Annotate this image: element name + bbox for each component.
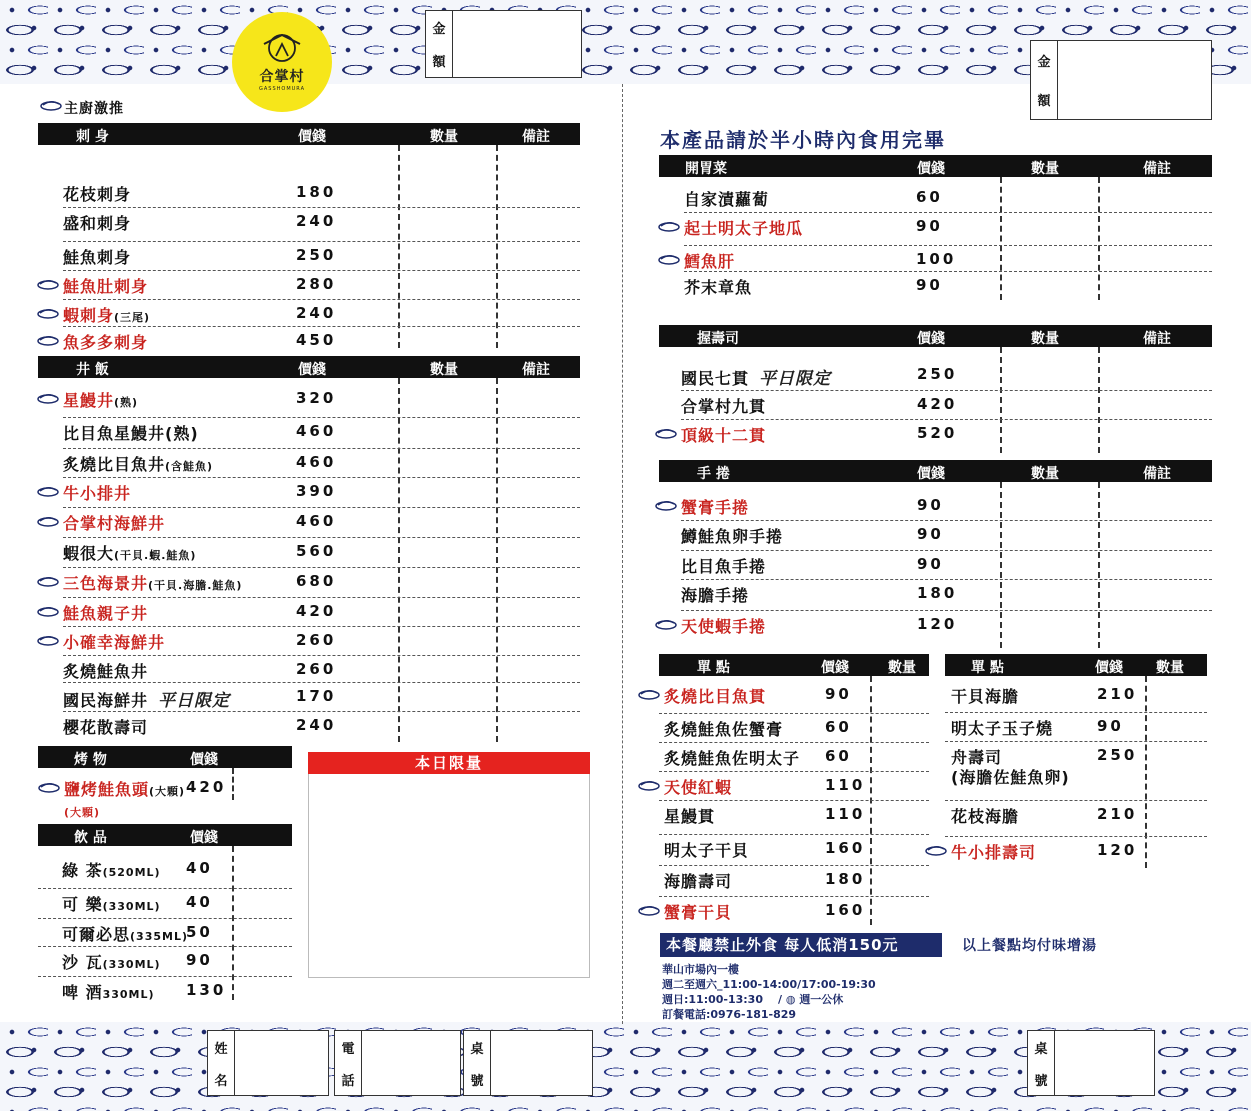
sashimi-item-name: 花枝刺身: [63, 185, 132, 204]
single_a-item-price: 110: [825, 776, 866, 794]
weekday-limited-tag: 平日限定: [158, 691, 231, 711]
single_a-header-col: 單 點: [697, 660, 730, 676]
sashimi-item-name: 蝦刺身(三尾): [63, 306, 151, 325]
logo: [232, 12, 332, 112]
donburi-item-price: 390: [296, 482, 337, 500]
single_a-item-name: 星鰻貫: [664, 807, 716, 826]
donburi-item-price: 260: [296, 631, 337, 649]
single_a-item-name: 炙燒比目魚貫: [664, 687, 767, 706]
appetizer-item-name: 鱈魚肝: [684, 252, 736, 271]
table-number-field-right[interactable]: 桌 號: [1027, 1030, 1155, 1096]
info-hours-sunday: 週日:11:00-13:30: [662, 993, 763, 1006]
row-divider: [681, 610, 1212, 611]
single_a-item-name: 炙燒鮭魚佐蟹膏: [664, 720, 784, 739]
info-phone: 訂餐電話:0976-181-829: [662, 1008, 797, 1021]
column-divider: [232, 768, 234, 800]
donburi-item-name: 蝦很大(干貝.蝦.鮭魚): [63, 544, 197, 563]
column-divider: [1098, 177, 1100, 300]
sushi-icon: ◍: [785, 993, 796, 1006]
item-note: (大顆): [149, 785, 186, 798]
nigiri-header-col: 握壽司: [697, 331, 739, 347]
daily-limited-box[interactable]: [308, 752, 590, 978]
single_a-item-name: 海膽壽司: [664, 872, 733, 891]
row-divider: [63, 299, 580, 300]
handroll-item-name: 海膽手捲: [681, 586, 750, 605]
drinks-item-price: 130: [186, 981, 227, 999]
table-number-field[interactable]: 桌 號: [463, 1030, 593, 1096]
row-divider: [38, 888, 292, 889]
row-divider: [63, 448, 580, 449]
row-divider: [659, 896, 929, 897]
handroll-header-col: 手 捲: [697, 466, 730, 482]
column-divider: [1000, 347, 1002, 453]
handroll-item-price: 180: [917, 584, 958, 602]
row-divider: [63, 682, 580, 683]
donburi-item-name: 合掌村海鮮井: [63, 514, 166, 533]
single_b-header-col: 價錢: [1095, 660, 1123, 676]
donburi-item-name: 牛小排井: [63, 484, 132, 503]
donburi-item-price: 420: [296, 602, 337, 620]
item-note: (熟): [114, 396, 139, 409]
appetizer-item-price: 60: [916, 188, 943, 206]
appetizer-item-price: 90: [916, 217, 943, 235]
donburi-item-price: 170: [296, 687, 337, 705]
sushi-recommend-icon: [37, 392, 59, 404]
single_a-item-name: 明太子干貝: [664, 841, 750, 860]
donburi-header-col: 數量: [430, 362, 458, 378]
drinks-item-name: 沙 瓦(330ML): [62, 953, 161, 972]
notice-banner: 本餐廳禁止外食 每人低消150元: [660, 933, 942, 957]
drinks-item-price: 90: [186, 951, 213, 969]
single_a-item-price: 90: [825, 685, 852, 703]
amount-box-right[interactable]: 金 額: [1030, 40, 1212, 120]
appetizer-item-name: 起士明太子地瓜: [684, 219, 804, 238]
donburi-item-name: 國民海鮮井 平日限定: [63, 691, 231, 711]
sushi-recommend-icon: [37, 575, 59, 587]
nigiri-item-price: 520: [917, 424, 958, 442]
donburi-item-name: 比目魚星鰻井(熟): [63, 424, 199, 443]
row-divider: [63, 567, 580, 568]
handroll-item-price: 90: [917, 496, 944, 514]
row-divider: [681, 520, 1212, 521]
phone-field[interactable]: 電 話: [334, 1030, 461, 1096]
grilled-header: [38, 746, 292, 768]
sashimi-header-col: 刺 身: [76, 129, 109, 145]
row-divider: [945, 741, 1207, 742]
sushi-recommend-icon: [638, 779, 660, 791]
single_a-item-name: 炙燒鮭魚佐明太子: [664, 749, 801, 768]
row-divider: [63, 207, 580, 208]
row-divider: [63, 711, 580, 712]
row-divider: [38, 918, 292, 919]
column-divider: [1000, 177, 1002, 300]
handroll-item-name: 天使蝦手捲: [681, 617, 767, 636]
drinks-header-col: 價錢: [190, 830, 218, 846]
donburi-item-name: 炙燒鮭魚井: [63, 662, 149, 681]
sushi-icon: [40, 99, 62, 111]
row-divider: [681, 419, 1212, 420]
grilled-header-col: 烤 物: [74, 752, 107, 768]
single_a-header-col: 數量: [888, 660, 916, 676]
sushi-recommend-icon: [37, 334, 59, 346]
sushi-recommend-icon: [655, 499, 677, 511]
single_b-item-price: 120: [1097, 841, 1138, 859]
sashimi-header-col: 價錢: [298, 129, 326, 145]
row-divider: [684, 271, 1212, 272]
sushi-recommend-icon: [38, 781, 60, 793]
right-title: 本產品請於半小時內食用完畢: [660, 128, 946, 152]
logo-sub: GASSHOMURA: [258, 86, 305, 92]
row-divider: [684, 212, 1212, 213]
sashimi-item-price: 280: [296, 275, 337, 293]
sashimi-item-price: 250: [296, 246, 337, 264]
appetizer-item-name: 自家漬蘿蔔: [684, 190, 770, 209]
row-divider: [681, 390, 1212, 391]
row-divider: [63, 597, 580, 598]
chef-recommend-label: 主廚激推: [64, 101, 124, 117]
drinks-item-price: 50: [186, 923, 213, 941]
donburi-header: [38, 356, 580, 378]
drinks-header: [38, 824, 292, 846]
single_b-header-col: 單 點: [971, 660, 1004, 676]
sushi-recommend-icon: [37, 634, 59, 646]
row-divider: [684, 245, 1212, 246]
row-divider: [63, 241, 580, 242]
column-divider: [1098, 347, 1100, 453]
appetizer-item-name: 芥末章魚: [684, 278, 753, 297]
column-divider: [398, 145, 400, 348]
appetizer-header-col: 數量: [1031, 161, 1059, 177]
single_b-item-name: 明太子玉子燒: [951, 719, 1054, 738]
appetizer-header: [659, 155, 1212, 177]
column-divider: [496, 378, 498, 742]
single_b-item-price: 250: [1097, 746, 1138, 764]
row-divider: [945, 836, 1207, 837]
nigiri-item-name: 合掌村九貫: [681, 397, 767, 416]
sashimi-item-price: 180: [296, 183, 337, 201]
donburi-header-col: 備註: [522, 362, 550, 378]
donburi-item-price: 680: [296, 572, 337, 590]
single_a-item-price: 180: [825, 870, 866, 888]
grilled-item-name: 鹽烤鮭魚頭(大顆): [64, 780, 186, 799]
column-divider: [1000, 482, 1002, 648]
sashimi-item-name: 鮭魚肚刺身: [63, 277, 149, 296]
row-divider: [63, 270, 580, 271]
item-note: (335ML): [130, 930, 188, 943]
handroll-item-name: 鱒鮭魚卵手捲: [681, 527, 784, 546]
nigiri-header: [659, 325, 1212, 347]
grilled-header-col: 價錢: [190, 752, 218, 768]
sashimi-item-name: 盛和刺身: [63, 214, 132, 233]
name-field[interactable]: 姓 名: [207, 1030, 329, 1096]
sushi-recommend-icon: [638, 904, 660, 916]
row-divider: [63, 507, 580, 508]
nigiri-item-name: 頂級十二貫: [681, 426, 767, 445]
appetizer-item-price: 90: [916, 276, 943, 294]
row-divider: [63, 537, 580, 538]
handroll-item-name: 比目魚手捲: [681, 557, 767, 576]
nigiri-header-col: 備註: [1143, 331, 1171, 347]
column-divider: [1145, 676, 1147, 868]
single_b-item-name: 舟壽司: [951, 748, 1003, 767]
single_b-item-name: 花枝海膽: [951, 807, 1020, 826]
row-divider: [63, 326, 580, 327]
row-divider: [681, 579, 1212, 580]
drinks-item-name: 啤 酒330ML): [62, 983, 155, 1002]
appetizer-item-price: 100: [916, 250, 957, 268]
single_a-item-name: 天使紅蝦: [664, 778, 733, 797]
donburi-item-name: 櫻花散壽司: [63, 718, 149, 737]
row-divider: [659, 800, 929, 801]
sushi-recommend-icon: [37, 307, 59, 319]
drinks-item-name: 可爾必思(335ML): [62, 925, 188, 944]
item-note: (干貝.蝦.鮭魚): [114, 549, 197, 562]
item-note: (330ML): [102, 958, 161, 971]
item-note: (520ML): [102, 866, 161, 879]
row-divider: [681, 550, 1212, 551]
handroll-item-price: 90: [917, 555, 944, 573]
sushi-recommend-icon: [37, 605, 59, 617]
donburi-item-price: 460: [296, 453, 337, 471]
logo-name: 合掌村: [259, 69, 305, 85]
single_a-item-price: 60: [825, 718, 852, 736]
row-divider: [63, 626, 580, 627]
info-hours-weekday: 週二至週六_11:00-14:00/17:00-19:30: [662, 978, 876, 991]
row-divider: [38, 976, 292, 977]
sushi-recommend-icon: [655, 618, 677, 630]
sashimi-item-price: 240: [296, 212, 337, 230]
item-note: (三尾): [114, 311, 151, 324]
nigiri-header-col: 價錢: [917, 331, 945, 347]
item-note: (330ML): [102, 900, 161, 913]
single_a-item-price: 60: [825, 747, 852, 765]
row-divider: [63, 477, 580, 478]
nigiri-item-price: 420: [917, 395, 958, 413]
sashimi-item-name: 鮭魚刺身: [63, 248, 132, 267]
column-divider: [1098, 482, 1100, 648]
handroll-header: [659, 460, 1212, 482]
single_a-item-price: 160: [825, 901, 866, 919]
amount-box-left[interactable]: 金 額: [425, 10, 582, 78]
row-divider: [63, 417, 580, 418]
sushi-recommend-icon: [658, 253, 680, 265]
info-address: 華山市場內一樓: [662, 963, 739, 976]
donburi-item-name: 炙燒比目魚井(含鮭魚): [63, 455, 214, 474]
item-note: (干貝.海膽.鮭魚): [148, 579, 243, 592]
row-divider: [659, 771, 929, 772]
daily-limited-title: 本日限量: [308, 752, 590, 774]
row-divider: [659, 865, 929, 866]
single_a-header: [659, 654, 929, 676]
single_b-item-price: 90: [1097, 717, 1124, 735]
drinks-item-name: 可 樂(330ML): [62, 895, 161, 914]
row-divider: [945, 800, 1207, 801]
donburi-item-price: 560: [296, 542, 337, 560]
handroll-item-price: 120: [917, 615, 958, 633]
handroll-header-col: 備註: [1143, 466, 1171, 482]
donburi-item-price: 460: [296, 512, 337, 530]
sashimi-header: [38, 123, 580, 145]
column-divider: [398, 378, 400, 742]
item-note: 330ML): [102, 988, 155, 1001]
column-divider: [496, 145, 498, 348]
row-divider: [659, 834, 929, 835]
donburi-item-price: 240: [296, 716, 337, 734]
nigiri-item-name: 國民七貫 平日限定: [681, 369, 832, 389]
grilled-size-note: (大顆): [64, 806, 101, 819]
donburi-item-name: 三色海景井(干貝.海膽.鮭魚): [63, 574, 243, 593]
donburi-item-name: 星鰻井(熟): [63, 391, 139, 410]
handroll-header-col: 數量: [1031, 466, 1059, 482]
appetizer-header-col: 價錢: [917, 161, 945, 177]
donburi-item-price: 320: [296, 389, 337, 407]
single_b-item-price: 210: [1097, 685, 1138, 703]
appetizer-header-col: 備註: [1143, 161, 1171, 177]
grilled-item-price: 420: [186, 778, 227, 796]
donburi-header-col: 價錢: [298, 362, 326, 378]
sushi-recommend-icon: [925, 844, 947, 856]
sushi-recommend-icon: [655, 427, 677, 439]
sashimi-item-price: 450: [296, 331, 337, 349]
row-divider: [659, 742, 929, 743]
sushi-recommend-icon: [638, 688, 660, 700]
sushi-recommend-icon: [37, 485, 59, 497]
fold-line: [622, 84, 623, 1024]
row-divider: [945, 712, 1207, 713]
single_a-item-price: 110: [825, 805, 866, 823]
item-note: (含鮭魚): [165, 460, 214, 473]
logo-mark-icon: [260, 32, 304, 64]
donburi-item-price: 260: [296, 660, 337, 678]
drinks-item-price: 40: [186, 893, 213, 911]
row-divider: [63, 655, 580, 656]
drinks-item-name: 綠 茶(520ML): [62, 861, 161, 880]
drinks-header-col: 飲 品: [74, 830, 107, 846]
appetizer-header-col: 開胃菜: [685, 161, 727, 177]
handroll-item-name: 蟹膏手捲: [681, 498, 750, 517]
handroll-item-price: 90: [917, 525, 944, 543]
sushi-recommend-icon: [658, 220, 680, 232]
donburi-header-col: 井 飯: [76, 362, 109, 378]
nigiri-header-col: 數量: [1031, 331, 1059, 347]
handroll-header-col: 價錢: [917, 466, 945, 482]
single_a-header-col: 價錢: [821, 660, 849, 676]
single_b-item-name: 牛小排壽司: [951, 843, 1037, 862]
row-divider: [38, 946, 292, 947]
single_b-header: [945, 654, 1207, 676]
sashimi-item-price: 240: [296, 304, 337, 322]
drinks-item-price: 40: [186, 859, 213, 877]
donburi-item-price: 460: [296, 422, 337, 440]
single_b-item-sub: (海膽佐鮭魚卵): [951, 768, 1070, 787]
donburi-item-name: 鮭魚親子井: [63, 604, 149, 623]
single_b-header-col: 數量: [1156, 660, 1184, 676]
donburi-item-name: 小確幸海鮮井: [63, 633, 166, 652]
row-divider: [659, 713, 929, 714]
single_a-item-name: 蟹膏干貝: [664, 903, 733, 922]
sashimi-header-col: 備註: [522, 129, 550, 145]
single_b-item-price: 210: [1097, 805, 1138, 823]
sashimi-item-name: 魚多多刺身: [63, 333, 149, 352]
sushi-recommend-icon: [37, 515, 59, 527]
soup-note: 以上餐點均付味增湯: [962, 938, 1097, 954]
nigiri-item-price: 250: [917, 365, 958, 383]
sashimi-header-col: 數量: [430, 129, 458, 145]
weekday-limited-tag: 平日限定: [759, 369, 832, 389]
sushi-recommend-icon: [37, 278, 59, 290]
single_b-item-name: 干貝海膽: [951, 687, 1020, 706]
single_a-item-price: 160: [825, 839, 866, 857]
info-closed-day: / ◍ 週一公休: [778, 993, 844, 1006]
